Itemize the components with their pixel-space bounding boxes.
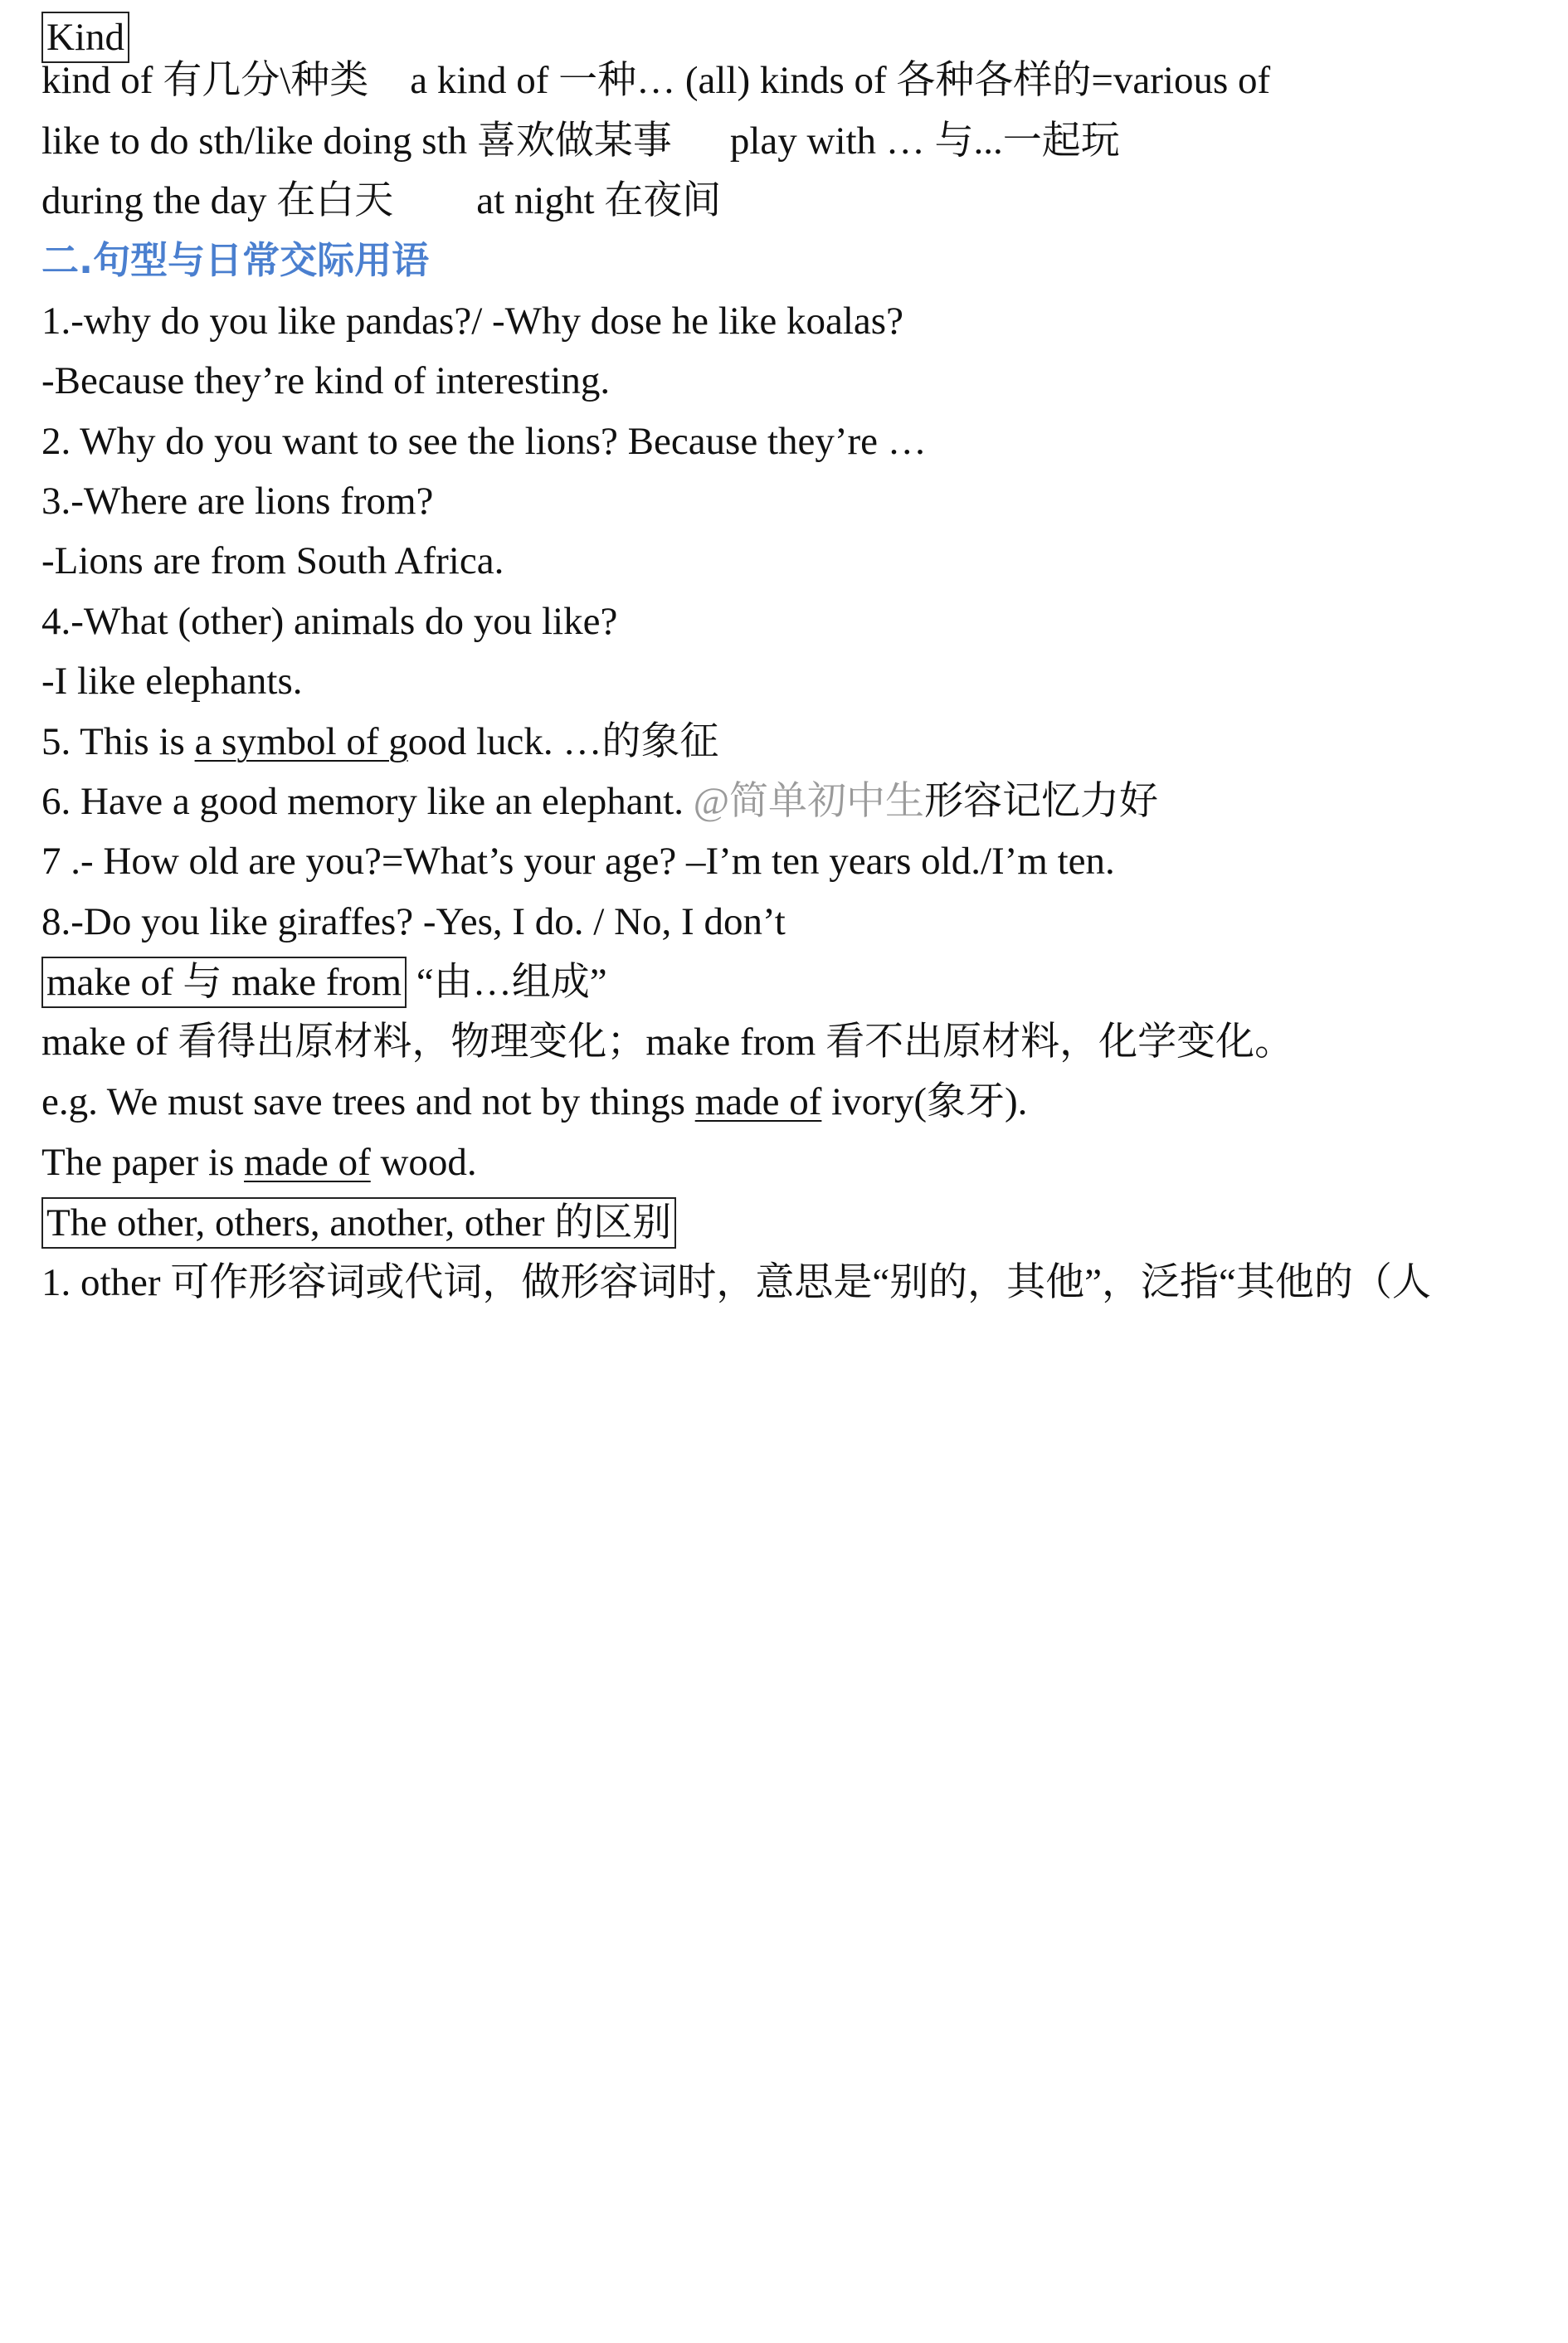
phrase-at-night: at night 在夜间 (476, 179, 722, 222)
example-ivory (41, 1077, 1027, 1127)
underlined-symbol-of: a symbol of g (194, 720, 408, 763)
underlined-made-of: made of (694, 1080, 822, 1123)
line-during-day (41, 176, 721, 226)
example-ivory-rest: ivory(象牙). (821, 1080, 1028, 1123)
line-make-of-explanation: make of 看得出原材料，物理变化；make from 看不出原材料，化学变化。 (41, 1020, 1294, 1064)
phrase-during-day: during the day 在白天 (41, 179, 394, 222)
sentence-6-rest: 形容记忆力好 (924, 780, 1158, 823)
phrase-a-kind-of: a kind of 一种… (all) kinds of 各种各样的=various of (410, 59, 1271, 102)
phrase-like-doing: like to do sth/like doing sth 喜欢做某事 (41, 119, 672, 163)
example-paper (41, 1137, 477, 1187)
line-other-explanation: 1. other 可作形容词或代词，做形容词时，意思是“别的，其他”，泛指“其他的（人 (41, 1261, 1431, 1304)
example-ivory-text: e.g. We must save trees and not by things (41, 1080, 695, 1123)
watermark-text: @简单初中生 (693, 780, 924, 823)
sentence-5-rest: ood luck. …的象征 (407, 720, 719, 763)
sentence-1a: 1.-why do you like pandas?/ -Why dose he like koalas? (41, 300, 903, 343)
sentence-7: 7 .- How old are you?=What’s your age? –I’m ten years old./I’m ten. (41, 840, 1115, 883)
sentence-5-text: 5. This is (41, 720, 195, 763)
sentence-6 (41, 777, 1158, 826)
sentence-6-text: 6. Have a good memory like an elephant. (41, 780, 694, 823)
sentence-4a: 4.-What (other) animals do you like? (41, 600, 618, 643)
sentence-2: 2. Why do you want to see the lions? Because they’re … (41, 420, 927, 463)
sentence-3b: -Lions are from South Africa. (41, 539, 504, 582)
boxed-term-kind: Kind (41, 12, 129, 63)
phrase-play-with: play with … 与...一起玩 (729, 119, 1120, 163)
boxed-term-make-of: make of 与 make from (41, 957, 407, 1008)
line-kind-of (41, 56, 1270, 105)
boxed-term-the-other: The other, others, another, other 的区别 (41, 1197, 676, 1249)
sentence-3a: 3.-Where are lions from? (41, 480, 434, 523)
make-of-meaning: “由…组成” (407, 961, 607, 1004)
sentence-8: 8.-Do you like giraffes? -Yes, I do. / No, I don’t (41, 900, 786, 943)
underlined-made-of-2: made of (244, 1141, 371, 1184)
sentence-5 (41, 717, 718, 767)
line-the-other (41, 1197, 676, 1249)
sentence-1b: -Because they’re kind of interesting. (41, 359, 611, 402)
example-paper-rest: wood. (370, 1141, 477, 1184)
section-heading: 二.句型与日常交际用语 (41, 238, 430, 282)
line-like-to-do (41, 116, 1120, 166)
phrase-kind-of: kind of 有几分\种类 (41, 59, 369, 102)
line-make-of-make-from (41, 957, 607, 1008)
sentence-4b: -I like elephants. (41, 660, 303, 703)
example-paper-text: The paper is (41, 1141, 245, 1184)
